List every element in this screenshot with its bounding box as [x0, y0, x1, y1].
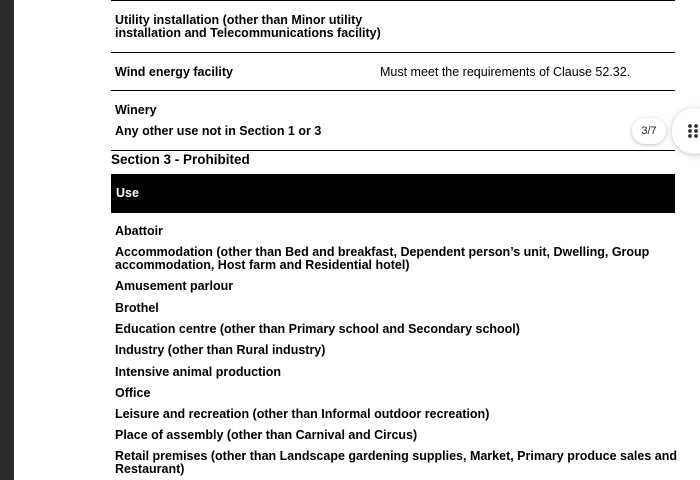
use-cell-winery: Winery	[115, 103, 157, 117]
list-item: Retail premises (other than Landscape gardening supplies, Market, Primary produce sales and	[115, 449, 677, 463]
condition-cell-wind-energy: Must meet the requirements of Clause 52.32.	[380, 65, 631, 79]
list-item: Intensive animal production	[115, 365, 281, 379]
list-item: Education centre (other than Primary school and Secondary school)	[115, 322, 520, 336]
page-indicator: 3/7	[632, 118, 666, 144]
use-cell-any-other: Any other use not in Section 1 or 3	[115, 124, 322, 138]
list-item: Leisure and recreation (other than Informal outdoor recreation)	[115, 407, 490, 421]
list-item: Place of assembly (other than Carnival and Circus)	[115, 428, 418, 442]
use-cell-utility-line1: Utility installation (other than Minor utility	[115, 13, 363, 27]
table-rule	[111, 150, 675, 151]
drag-handle-icon	[686, 123, 700, 139]
list-item-continued: accommodation, Host farm and Residential hotel)	[115, 258, 410, 272]
document-page	[14, 0, 700, 480]
list-item: Abattoir	[115, 224, 163, 238]
viewer-left-edge	[0, 0, 14, 480]
list-item: Accommodation (other than Bed and breakfast, Dependent person’s unit, Dwelling, Group	[115, 245, 650, 259]
table-rule	[111, 0, 675, 1]
list-item: Amusement parlour	[115, 279, 234, 293]
table-rule	[111, 52, 675, 53]
list-item: Industry (other than Rural industry)	[115, 343, 326, 357]
list-item: Office	[115, 386, 151, 400]
table-header-use: Use	[116, 186, 139, 200]
section-3-title: Section 3 - Prohibited	[111, 152, 250, 167]
table-header-bar	[111, 174, 675, 213]
list-item-continued: Restaurant)	[115, 462, 185, 476]
list-item: Brothel	[115, 301, 159, 315]
use-cell-wind-energy: Wind energy facility	[115, 65, 233, 79]
table-rule	[111, 90, 675, 91]
use-cell-utility-line2: installation and Telecommunications facility)	[115, 26, 381, 40]
